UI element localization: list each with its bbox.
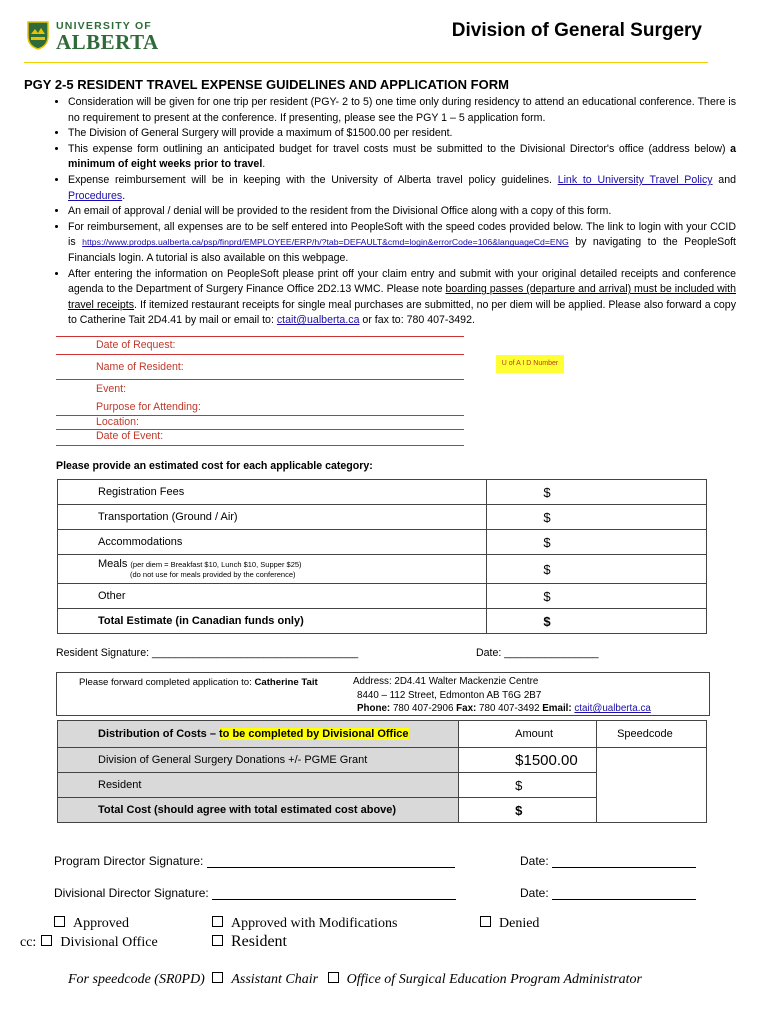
resident-signature-line[interactable]: Resident Signature: ___________________________________: [56, 647, 359, 659]
travel-policy-link[interactable]: Link to University Travel Policy: [557, 173, 713, 186]
checkbox-icon: [54, 916, 65, 927]
checkbox-icon: [212, 916, 223, 927]
date-of-event-field[interactable]: Date of Event:: [96, 430, 164, 442]
division-title: Division of General Surgery: [451, 20, 702, 41]
program-director-date[interactable]: Date:: [520, 854, 696, 868]
distribution-total-label: Total Cost (should agree with total estimated cost above): [58, 798, 459, 823]
purpose-field[interactable]: Purpose for Attending:: [96, 401, 201, 413]
table-row: [58, 584, 707, 609]
checkbox-icon: [480, 916, 491, 927]
request-info-box: [56, 336, 464, 446]
distribution-amount[interactable]: $1500.00: [459, 748, 597, 773]
total-estimate-amount[interactable]: $: [487, 609, 707, 634]
resident-date-line[interactable]: Date: ________________: [476, 647, 599, 659]
estimate-label: Accommodations: [58, 530, 487, 555]
university-logo: [26, 18, 166, 54]
table-row: [58, 505, 707, 530]
name-of-resident-field[interactable]: Name of Resident:: [96, 361, 184, 373]
estimate-amount[interactable]: $: [487, 480, 707, 505]
divider: [56, 379, 464, 380]
denied-checkbox[interactable]: Denied: [480, 916, 539, 932]
program-director-signature[interactable]: Program Director Signature:: [54, 854, 455, 868]
estimate-amount[interactable]: $: [487, 530, 707, 555]
distribution-label: Division of General Surgery Donations +/- PGME Grant: [58, 748, 459, 773]
estimate-label: Registration Fees: [58, 480, 487, 505]
guideline-item: • The Division of General Surgery will provide a maximum of $1500.00 per resident.: [68, 126, 736, 142]
speedcode-cell[interactable]: [597, 748, 707, 823]
table-row: [58, 555, 707, 584]
estimate-label: Transportation (Ground / Air): [58, 505, 487, 530]
date-of-request-field[interactable]: Date of Request:: [96, 339, 176, 351]
forward-box: [56, 672, 710, 716]
program-admin-checkbox[interactable]: [328, 972, 339, 983]
form-title: PGY 2-5 RESIDENT TRAVEL EXPENSE GUIDELINES AND APPLICATION FORM: [24, 77, 509, 92]
guideline-item: • This expense form outlining an anticipated budget for travel costs must be submitted to the Divisional Director's office (address below) a minimum of eight weeks prior to travel.: [68, 142, 736, 173]
speedcode-header: Speedcode: [597, 721, 707, 748]
estimate-label: Other: [58, 584, 487, 609]
guideline-item: • Expense reimbursement will be in keeping with the University of Alberta travel policy guidelines. Link to University Travel Policy and Procedures.: [68, 173, 736, 204]
procedures-link[interactable]: Procedures: [68, 189, 123, 202]
forward-to: Please forward completed application to: Catherine Tait: [79, 677, 318, 688]
meals-cell: [58, 555, 487, 584]
amount-header: Amount: [459, 721, 597, 748]
guidelines-list: [40, 95, 736, 329]
logo-text-main: ALBERTA: [56, 30, 159, 54]
uid-number-field[interactable]: U of A I D Number: [496, 355, 564, 373]
table-row: [58, 530, 707, 555]
table-row: [58, 721, 707, 748]
table-row: [58, 480, 707, 505]
approved-checkbox[interactable]: Approved: [54, 916, 129, 932]
meals-subnote: (do not use for meals provided by the conference): [130, 570, 296, 579]
meals-note: (per diem = Breakfast $10, Lunch $10, Supper $25): [130, 560, 302, 569]
assistant-chair-checkbox[interactable]: [212, 972, 223, 983]
cc-row: cc: Divisional Office: [20, 935, 158, 950]
divider: [56, 354, 464, 355]
estimate-table: [57, 479, 707, 634]
estimate-label: Meals: [98, 558, 128, 570]
distribution-amount[interactable]: $: [459, 773, 597, 798]
guideline-item: • An email of approval / denial will be provided to the resident from the Divisional Office along with a copy of this form.: [68, 204, 736, 220]
logo-text-top: UNIVERSITY OF: [56, 20, 152, 32]
event-field[interactable]: Event:: [96, 383, 127, 395]
forward-address: Address: 2D4.41 Walter Mackenzie Centre 8440 – 112 Street, Edmonton AB T6G 2B7 Phone: 780 407-2906 Fax: 780 407-3492 Email: ctait@ualberta.ca: [353, 676, 651, 714]
distribution-total-amount[interactable]: $: [459, 798, 597, 823]
approved-with-modifications-checkbox[interactable]: Approved with Modifications: [212, 916, 397, 932]
checkbox-icon: [212, 935, 223, 946]
guideline-item: • For reimbursement, all expenses are to be self entered into PeopleSoft with the speed codes provided below. The link to login with your CCID is https://www.prodps.ualberta.ca/psp/finprd/EMPLOYEE/ERP/h/?tab=DEFAULT&cmd=login&errorCode=106&languageCd=ENG by navigating to the PeopleSoft Financials login. A tutorial is also available on this webpage.: [68, 220, 736, 267]
table-row: [58, 748, 707, 773]
guideline-item: • Consideration will be given for one trip per resident (PGY- 2 to 5) one time only during residency to attend an educational conference. There is no requirement to present at the conference. If presenting, please see the PGY 1 – 5 application form.: [68, 95, 736, 126]
table-row: [58, 609, 707, 634]
guideline-item: • After entering the information on PeopleSoft please print off your claim entry and submit with your original detailed receipts and conference agenda to the Department of Surgery Finance Office 2D2.13 WMC. Please note boarding passes (departure and arrival) must be included with travel receipts. If itemized restaurant receipts for single meal purchases are submitted, no per diem will be applied. Please also forward a copy to Catherine Tait 2D4.41 by mail or email to: ctait@ualberta.ca or fax to: 780 407-3492.: [68, 267, 736, 329]
estimate-amount[interactable]: $: [487, 505, 707, 530]
total-estimate-label: Total Estimate (in Canadian funds only): [58, 609, 487, 634]
peoplesoft-link[interactable]: https://www.prodps.ualberta.ca/psp/finprd/EMPLOYEE/ERP/h/?tab=DEFAULT&cmd=login&errorCode=106&languageCd=ENG: [82, 237, 569, 248]
distribution-table: [57, 720, 707, 823]
distribution-header: Distribution of Costs – to be completed by Divisional Office: [58, 721, 459, 748]
header-rule: [24, 62, 708, 63]
cc-resident-checkbox[interactable]: Resident: [212, 933, 287, 951]
crest-icon: [26, 20, 50, 50]
estimate-amount[interactable]: $: [487, 584, 707, 609]
estimate-amount[interactable]: $: [487, 555, 707, 584]
divisional-director-signature[interactable]: Divisional Director Signature:: [54, 886, 456, 900]
divisional-director-date[interactable]: Date:: [520, 886, 696, 900]
email-link[interactable]: ctait@ualberta.ca: [276, 314, 360, 327]
checkbox-icon[interactable]: [41, 935, 52, 946]
distribution-label: Resident: [58, 773, 459, 798]
cc-divisional-office: Divisional Office: [60, 935, 158, 950]
speedcode-footer: For speedcode (SR0PD) Assistant Chair Office of Surgical Education Program Administrator: [68, 972, 643, 987]
forward-email-link[interactable]: ctait@ualberta.ca: [574, 703, 651, 714]
estimate-heading: Please provide an estimated cost for each applicable category:: [56, 460, 373, 472]
location-field[interactable]: Location:: [96, 416, 139, 428]
